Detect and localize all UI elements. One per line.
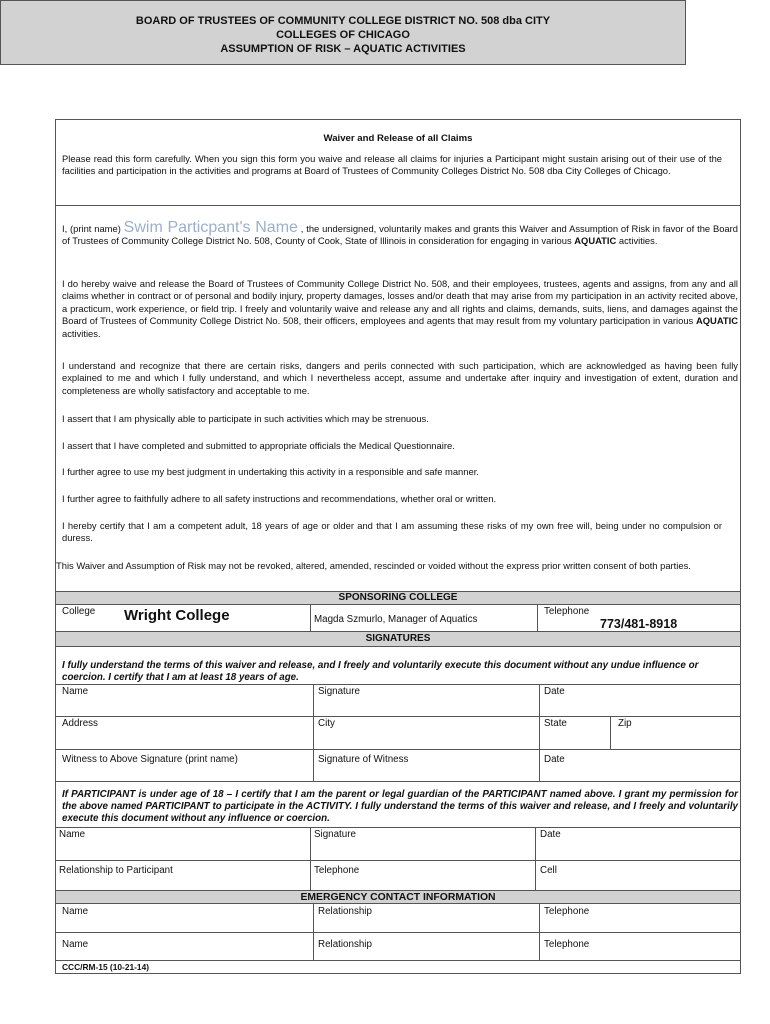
emergency-telephone-2[interactable]: Telephone bbox=[544, 939, 590, 950]
para-print-name bbox=[62, 219, 738, 248]
emergency-name-1[interactable]: Name bbox=[62, 906, 89, 917]
guardian-name-field[interactable]: Name bbox=[59, 829, 86, 840]
emergency-relationship-1[interactable]: Relationship bbox=[318, 906, 372, 917]
emergency-telephone-1[interactable]: Telephone bbox=[544, 906, 590, 917]
para-physically-able: I assert that I am physically able to participate in such activities which may be strenuous. bbox=[62, 413, 429, 424]
waiver-title: Waiver and Release of all Claims bbox=[323, 133, 473, 144]
sponsor-telephone-label: Telephone bbox=[544, 606, 590, 617]
college-label: College bbox=[62, 606, 96, 617]
witness-date-field[interactable]: Date bbox=[544, 754, 565, 765]
header-line-3: ASSUMPTION OF RISK – AQUATIC ACTIVITIES bbox=[220, 43, 466, 55]
relationship-field[interactable]: Relationship to Participant bbox=[59, 865, 173, 876]
guardian-telephone-field[interactable]: Telephone bbox=[314, 865, 360, 876]
name-field[interactable]: Name bbox=[62, 686, 89, 697]
address-field[interactable]: Address bbox=[62, 718, 98, 729]
signatures-bar: SIGNATURES bbox=[55, 631, 741, 647]
print-name-field[interactable]: Swim Particpant's Name bbox=[123, 219, 298, 236]
guardian-date-field[interactable]: Date bbox=[540, 829, 561, 840]
manager-name: Magda Szmurlo, Manager of Aquatics bbox=[314, 614, 478, 625]
para1-text: , the undersigned, voluntarily makes and grants this Waiver and Assumption of Risk in favor of the Board of Trustees of Community College District No. 508, County of Cook, State of Illinois in consideration for engaging in various bbox=[62, 223, 738, 247]
guardian-statement: If PARTICIPANT is under age of 18 – I certify that I am the parent or legal guardian of the PARTICIPANT named above. I grant my permission for the above named PARTICIPANT to participate in the ACTIVITY. I fully understand the terms of this waiver and release, and I freely and voluntarily execute this document without any influence or coercion. bbox=[62, 789, 738, 824]
city-field[interactable]: City bbox=[318, 718, 335, 729]
waiver-intro: Please read this form carefully. When you sign this form you waive and release all claims for injuries a Participant might sustain arising out of their use of the facilities and participation in the activities and programs at Board of Trustees of Community Colleges District No. 508 dba City Colleges of Chicago. bbox=[62, 153, 722, 177]
sponsor-telephone-value[interactable]: 773/481-8918 bbox=[600, 617, 678, 631]
para-risks: I understand and recognize that there are certain risks, dangers and perils connected with such participation, which are acknowledged as having been fully explained to me and which I fully understand, and which I nevertheless accept, assume and undertake after inquiry and investigation of extent, duration and completeness are wholly satisfactory and acceptable to me. bbox=[62, 360, 738, 396]
para1-tail: activities. bbox=[618, 235, 658, 247]
para-certify: I hereby certify that I am a competent adult, 18 years of age or older and that I am assuming these risks of my own free will, being under no compulsion or duress. bbox=[62, 520, 722, 544]
signature-field[interactable]: Signature bbox=[318, 686, 360, 697]
para-safety: I further agree to faithfully adhere to all safety instructions and recommendations, whether oral or written. bbox=[62, 493, 497, 504]
form-header bbox=[0, 0, 686, 65]
aquatic-keyword-2: AQUATIC bbox=[695, 315, 738, 327]
guardian-signature-field[interactable]: Signature bbox=[314, 829, 356, 840]
witness-signature-field[interactable]: Signature of Witness bbox=[318, 754, 409, 765]
guardian-cell-field[interactable]: Cell bbox=[540, 865, 557, 876]
emergency-relationship-2[interactable]: Relationship bbox=[318, 939, 372, 950]
header-line-2: COLLEGES OF CHICAGO bbox=[276, 29, 410, 41]
para-judgment: I further agree to use my best judgment in undertaking this activity in a responsible and safe manner. bbox=[62, 466, 479, 477]
witness-name-field[interactable]: Witness to Above Signature (print name) bbox=[62, 754, 238, 765]
header-line-1: BOARD OF TRUSTEES OF COMMUNITY COLLEGE DISTRICT NO. 508 dba CITY bbox=[135, 15, 551, 27]
aquatic-keyword: AQUATIC bbox=[574, 235, 617, 247]
college-value[interactable]: Wright College bbox=[124, 607, 230, 624]
sponsoring-college-bar: SPONSORING COLLEGE bbox=[55, 591, 741, 605]
para-not-revoked: This Waiver and Assumption of Risk may not be revoked, altered, amended, rescinded or voided without the express prior written consent of both parties. bbox=[56, 560, 691, 571]
print-name-label: I, (print name) bbox=[62, 223, 121, 234]
form-id: CCC/RM-15 (10-21-14) bbox=[62, 962, 150, 972]
date-field[interactable]: Date bbox=[544, 686, 565, 697]
para2-tail: activities. bbox=[62, 327, 101, 339]
emergency-contact-bar: EMERGENCY CONTACT INFORMATION bbox=[55, 890, 741, 904]
state-field[interactable]: State bbox=[544, 718, 567, 729]
signatures-statement: I fully understand the terms of this waiver and release, and I freely and voluntarily execute this document without any undue influence or coercion. I certify that I am at least 18 years of age. bbox=[62, 660, 699, 683]
footer-box bbox=[55, 960, 741, 974]
zip-field[interactable]: Zip bbox=[618, 718, 632, 729]
emergency-name-2[interactable]: Name bbox=[62, 939, 89, 950]
para2-text: I do hereby waive and release the Board of Trustees of Community College District No. 508, and their employees, trustees, agents and assigns, from any and all claims whether in contract or of personal and bodily injury, property damages, losses and/or death that may arise from my participation in an activity recited above, a practicum, work experience, or field trip. I freely and voluntarily waive and release any and all rights and claims, demands, suits, liens, and damages against the Board of Trustees of Community College District No. 508, their officers, employees and agents that may result from my voluntary participation in various bbox=[62, 278, 738, 327]
para-waive-release bbox=[62, 278, 738, 340]
para-medical: I assert that I have completed and submitted to appropriate officials the Medical Questionnaire. bbox=[62, 440, 455, 451]
